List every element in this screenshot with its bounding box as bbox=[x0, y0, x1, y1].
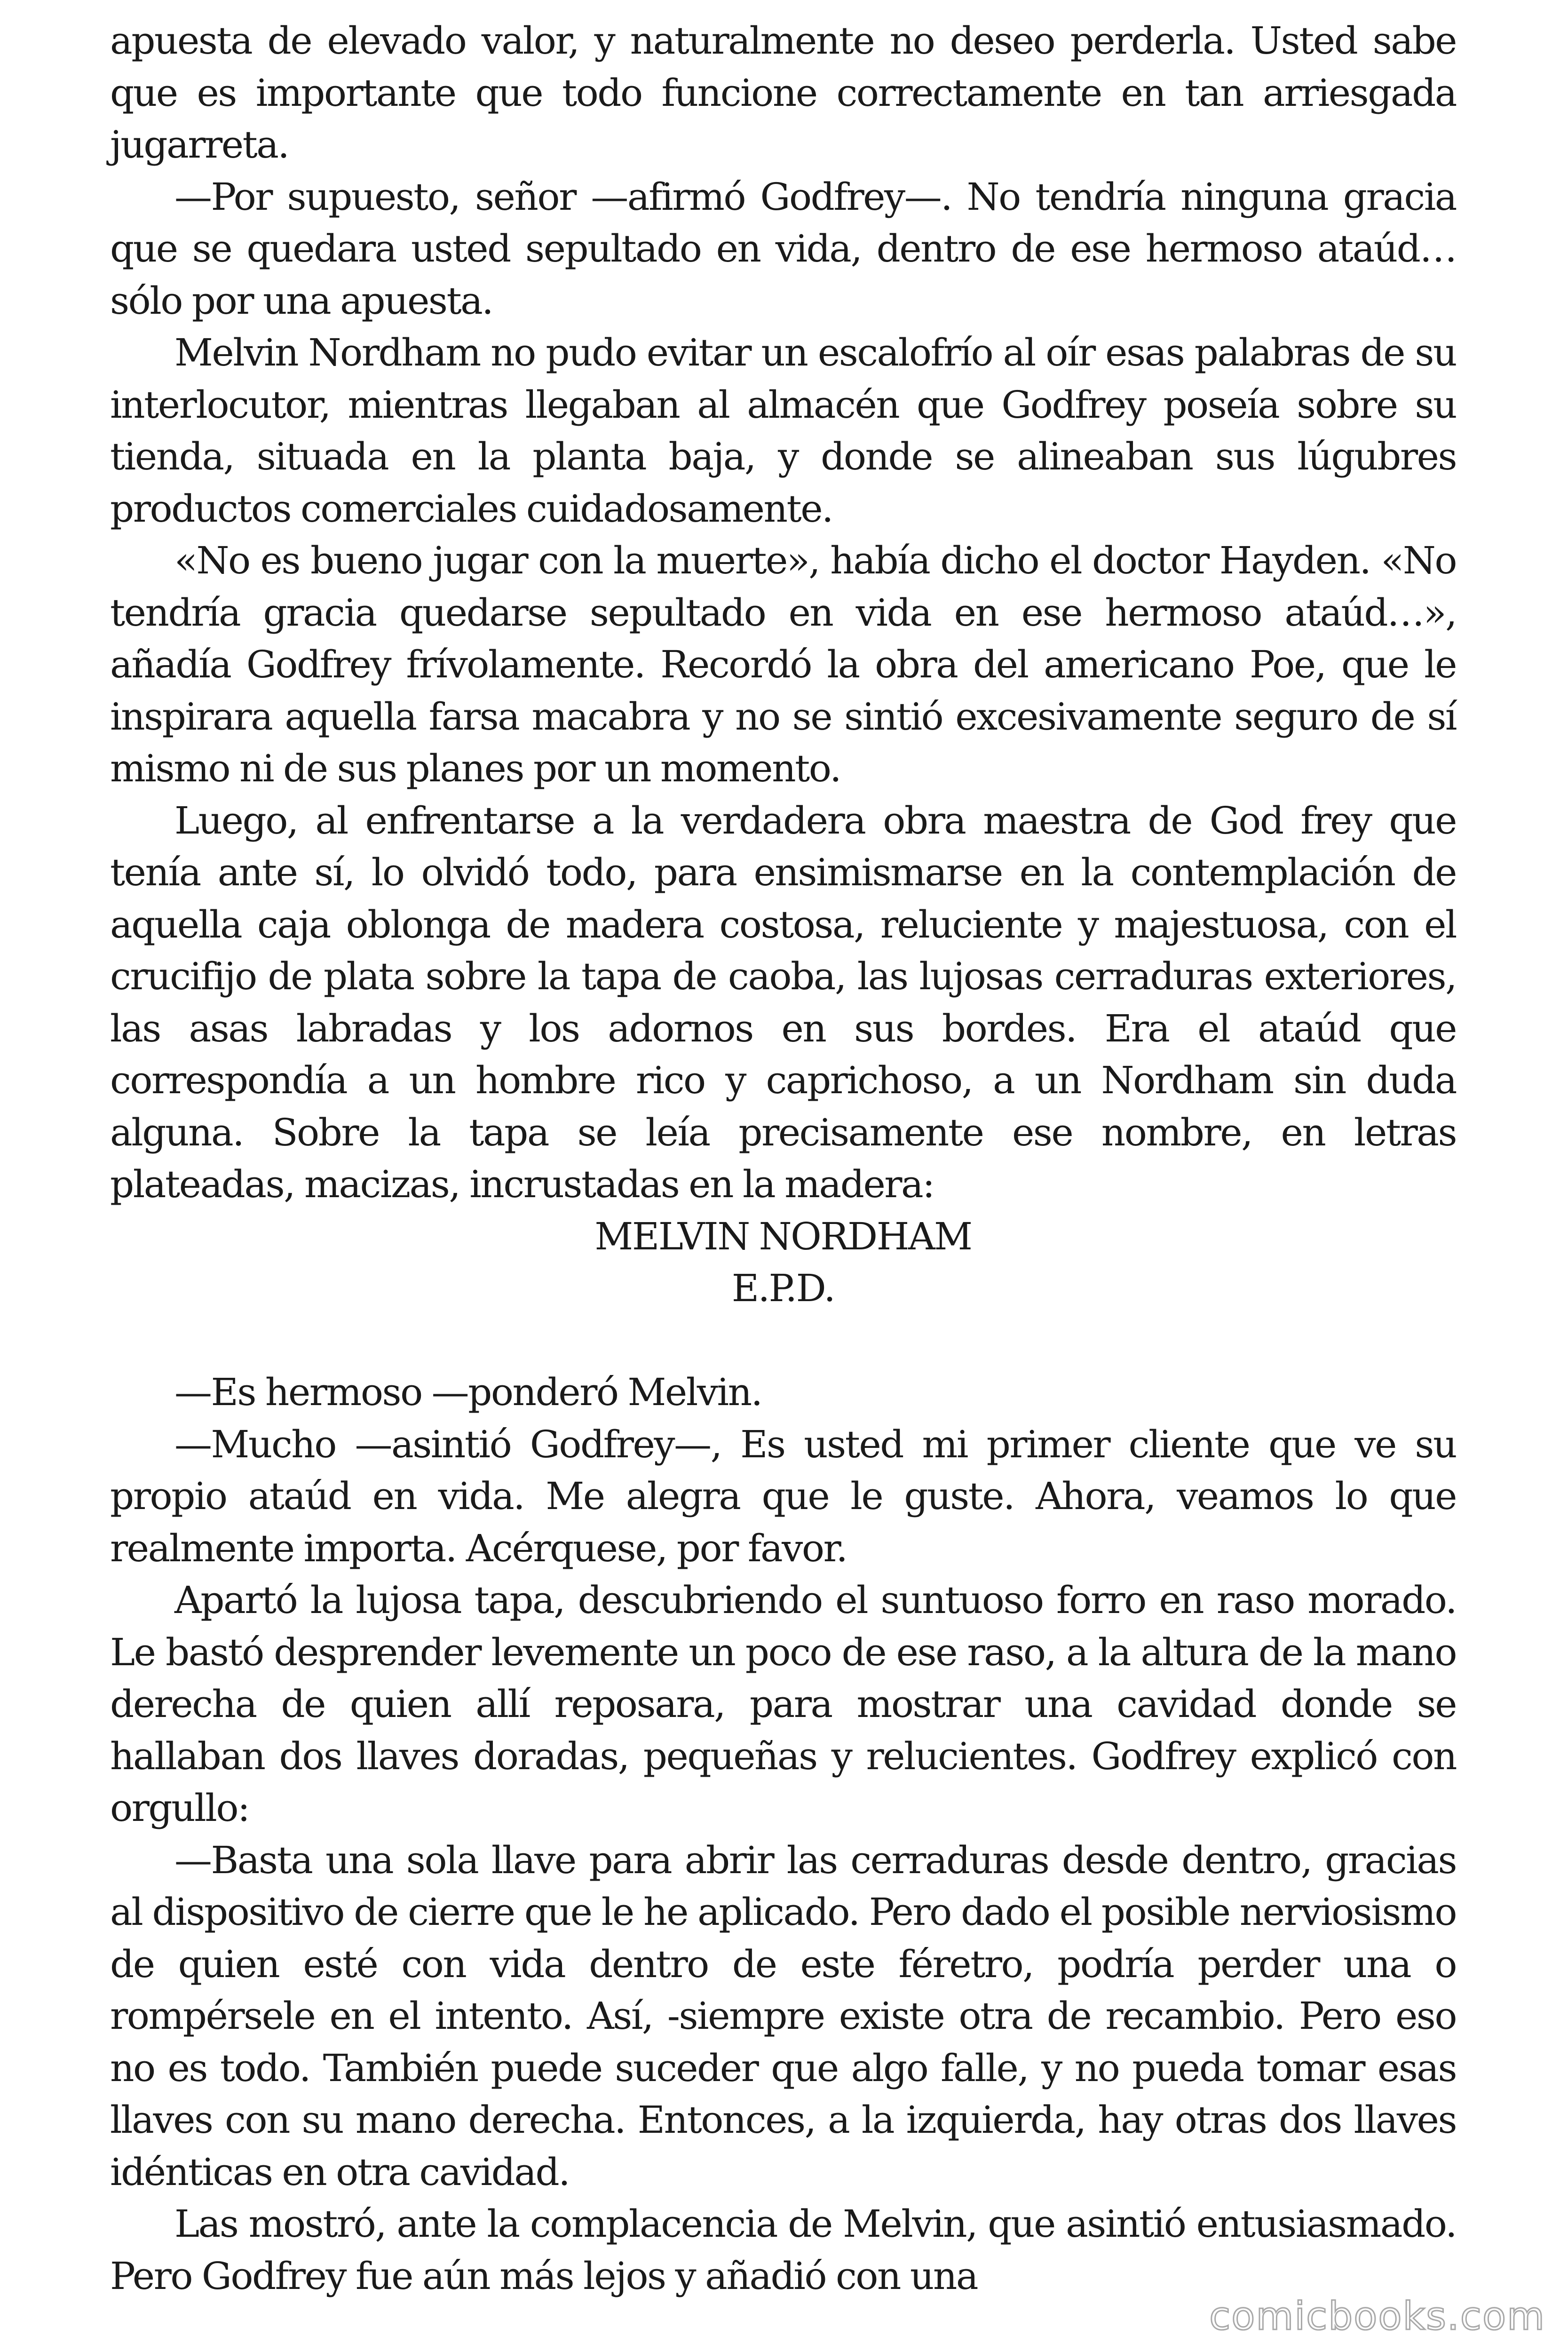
paragraph-9: —Mucho —asintió Godfrey—, Es usted mi primer cliente que ve su propio ataúd en vida. Me alegra que le guste. Ahora, veamos lo que realmente importa. Acérquese, por favor. bbox=[110, 1422, 1456, 1570]
blank-line bbox=[110, 1315, 1456, 1367]
paragraph-2: —Por supuesto, señor —afirmó Godfrey—. No tendría ninguna gracia que se quedara usted sepultado en vida, dentro de ese hermoso ataúd… sólo por una apuesta. bbox=[110, 175, 1456, 323]
paragraph-11: —Basta una sola llave para abrir las cerraduras desde dentro, gracias al dispositivo de cierre que le he aplicado. Pero dado el posible nerviosismo de quien esté con vida dentro de este féretro, podría perder una o rompérsele en el intento. Así, -siempre existe otra de recambio. Pero eso no es todo. También puede suceder que algo falle, y no pueda tomar esas llaves con su mano derecha. Entonces, a la izquierda, hay otras dos llaves idénticas en otra cavidad. bbox=[110, 1838, 1456, 2194]
paragraph-3: Melvin Nordham no pudo evitar un escalofrío al oír esas palabras de su interlocutor, mientras llegaban al almacén que Godfrey poseía sobre su tienda, situada en la planta baja, y donde se alineaban sus lúgubres productos comerciales cuidadosamente. bbox=[110, 331, 1456, 531]
paragraph-10: Apartó la lujosa tapa, descubriendo el suntuoso forro en raso morado. Le bastó desprender levemente un poco de ese raso, a la altura de la mano derecha de quien allí reposara, para mostrar una cavidad donde se hallaban dos llaves doradas, pequeñas y relucientes. Godfrey explicó con orgullo: bbox=[110, 1578, 1456, 1830]
coffin-inscription-name: MELVIN NORDHAM bbox=[594, 1214, 972, 1258]
coffin-inscription-epd: E.P.D. bbox=[731, 1266, 835, 1310]
book-page bbox=[110, 15, 1456, 2302]
paragraph-1: apuesta de elevado valor, y naturalmente no deseo perderla. Usted sabe que es importante que todo funcione correctamente en tan arriesgada jugarreta. bbox=[110, 19, 1456, 167]
paragraph-12: Las mostró, ante la complacencia de Melvin, que asintió entusiasmado. Pero Godfrey fue aún más lejos y añadió con una bbox=[110, 2202, 1456, 2298]
watermark: comicbooks.com bbox=[1209, 2294, 1545, 2339]
paragraph-4: «No es bueno jugar con la muerte», había dicho el doctor Hayden. «No tendría gracia quedarse sepultado en vida en ese hermoso ataúd…», añadía Godfrey frívolamente. Recordó la obra del americano Poe, que le inspirara aquella farsa macabra y no se sintió excesivamente seguro de sí mismo ni de sus planes por un momento. bbox=[110, 539, 1456, 790]
paragraph-5: Luego, al enfrentarse a la verdadera obra maestra de God frey que tenía ante sí, lo olvidó todo, para ensimismarse en la contemplación de aquella caja oblonga de madera costosa, reluciente y majestuosa, con el crucifijo de plata sobre la tapa de caoba, las lujosas cerraduras exteriores, las asas labradas y los adornos en sus bordes. Era el ataúd que correspondía a un hombre rico y caprichoso, a un Nordham sin duda alguna. Sobre la tapa se leía precisamente ese nombre, en letras plateadas, macizas, incrustadas en la madera: bbox=[110, 798, 1456, 1206]
paragraph-8: —Es hermoso —ponderó Melvin. bbox=[174, 1370, 762, 1414]
